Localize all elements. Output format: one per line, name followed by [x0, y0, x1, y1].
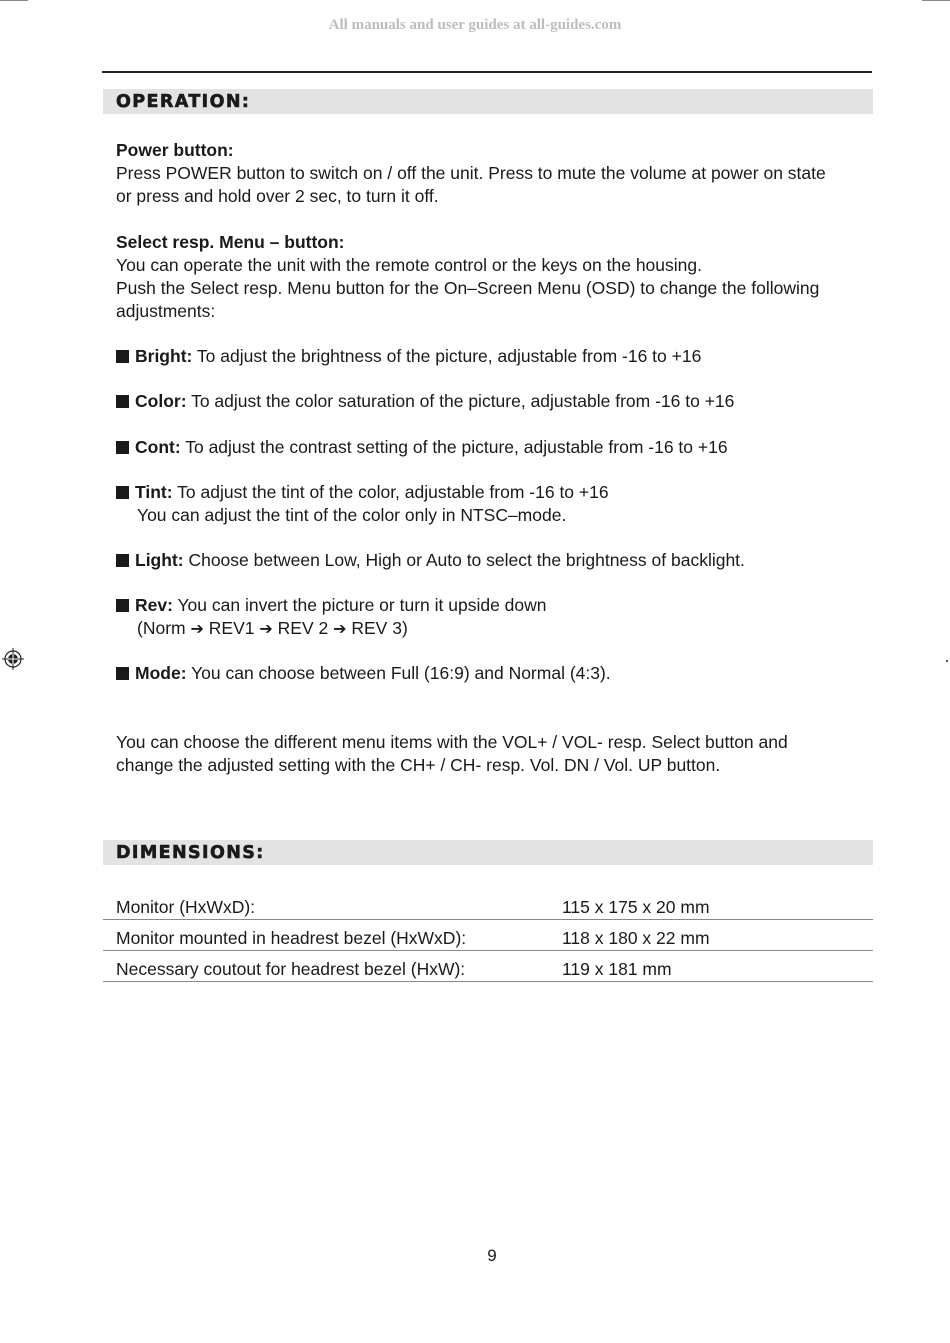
bullet-square-icon	[116, 554, 129, 567]
bullet-text: To adjust the tint of the color, adjustable from -16 to +16	[172, 482, 609, 502]
dimension-value: 119 x 181 mm	[562, 959, 672, 979]
bullet-text: To adjust the brightness of the picture, adjustable from -16 to +16	[192, 346, 702, 366]
bullet-item-color	[116, 390, 856, 413]
dimension-value: 115 x 175 x 20 mm	[562, 897, 710, 917]
menu-navigation-line2: change the adjusted setting with the CH+ / CH- resp. Vol. DN / Vol. UP button.	[116, 755, 721, 775]
bullet-text: You can invert the picture or turn it upside down	[172, 595, 547, 615]
bullet-square-icon	[116, 441, 129, 454]
page-number: 9	[487, 1246, 497, 1265]
dimensions-title: DIMENSIONS:	[116, 843, 265, 863]
rev-sequence	[116, 617, 856, 640]
power-button-text-line1: Press POWER button to switch on / off the unit. Press to mute the volume at power on state	[116, 163, 826, 183]
bullet-term: Mode:	[135, 663, 187, 683]
bullet-square-icon	[116, 486, 129, 499]
bullet-item-bright	[116, 345, 856, 368]
registration-mark-icon	[2, 648, 24, 670]
operation-title: OPERATION:	[116, 92, 251, 112]
power-button-text-line2: or press and hold over 2 sec, to turn it off.	[116, 186, 439, 206]
select-menu-text-line3: adjustments:	[116, 301, 216, 321]
rev-sequence-start: (Norm	[137, 618, 186, 638]
power-button-heading: Power button:	[116, 140, 234, 160]
bullet-text: To adjust the contrast setting of the picture, adjustable from -16 to +16	[180, 437, 728, 457]
bullet-item-light	[116, 549, 856, 572]
crop-mark-right	[922, 0, 950, 5]
crop-mark-left	[0, 0, 28, 5]
select-menu-section	[116, 231, 866, 323]
bullet-term: Rev:	[135, 595, 173, 615]
select-menu-heading: Select resp. Menu – button:	[116, 232, 345, 252]
bullet-item-mode	[116, 662, 856, 685]
menu-navigation-note	[116, 731, 866, 777]
dimension-label: Monitor (HxWxD):	[116, 897, 256, 917]
dimension-value: 118 x 180 x 22 mm	[562, 928, 710, 948]
rev-sequence-step: REV 3)	[351, 618, 408, 638]
tint-note: You can adjust the tint of the color only in NTSC–mode.	[137, 505, 567, 525]
bullet-term: Tint:	[135, 482, 173, 502]
bullet-item-tint	[116, 481, 856, 527]
top-rule	[102, 71, 872, 73]
dimensions-header	[103, 840, 873, 865]
rev-sequence-step: REV1	[208, 618, 255, 638]
right-arrow-icon: ➔	[333, 619, 347, 638]
bullet-term: Light:	[135, 550, 184, 570]
right-arrow-icon: ➔	[190, 619, 204, 638]
dimension-label: Necessary coutout for headrest bezel (HxW):	[116, 959, 466, 979]
bullet-term: Cont:	[135, 437, 181, 457]
select-menu-text-line1: You can operate the unit with the remote control or the keys on the housing.	[116, 255, 702, 275]
dimension-label: Monitor mounted in headrest bezel (HxWxD):	[116, 928, 467, 948]
menu-navigation-line1: You can choose the different menu items with the VOL+ / VOL- resp. Select button and	[116, 732, 788, 752]
power-button-section	[116, 139, 866, 208]
watermark-text: All manuals and user guides at all-guides.com	[328, 17, 622, 33]
bullet-item-cont	[116, 436, 856, 459]
bullet-term: Bright:	[135, 346, 193, 366]
bullet-text: Choose between Low, High or Auto to select the brightness of backlight.	[183, 550, 745, 570]
dimension-row	[103, 888, 873, 920]
dimension-row	[103, 950, 873, 982]
select-menu-text-line2: Push the Select resp. Menu button for the On–Screen Menu (OSD) to change the following	[116, 278, 820, 298]
side-tick-mark	[946, 660, 948, 662]
bullet-square-icon	[116, 350, 129, 363]
dimension-row	[103, 919, 873, 951]
right-arrow-icon: ➔	[259, 619, 273, 638]
bullet-item-rev	[116, 594, 856, 640]
bullet-square-icon	[116, 395, 129, 408]
rev-sequence-step: REV 2	[277, 618, 329, 638]
bullet-square-icon	[116, 667, 129, 680]
operation-header	[103, 89, 873, 114]
bullet-text: You can choose between Full (16:9) and Normal (4:3).	[186, 663, 611, 683]
bullet-text: To adjust the color saturation of the picture, adjustable from -16 to +16	[186, 391, 735, 411]
bullet-term: Color:	[135, 391, 187, 411]
bullet-square-icon	[116, 599, 129, 612]
